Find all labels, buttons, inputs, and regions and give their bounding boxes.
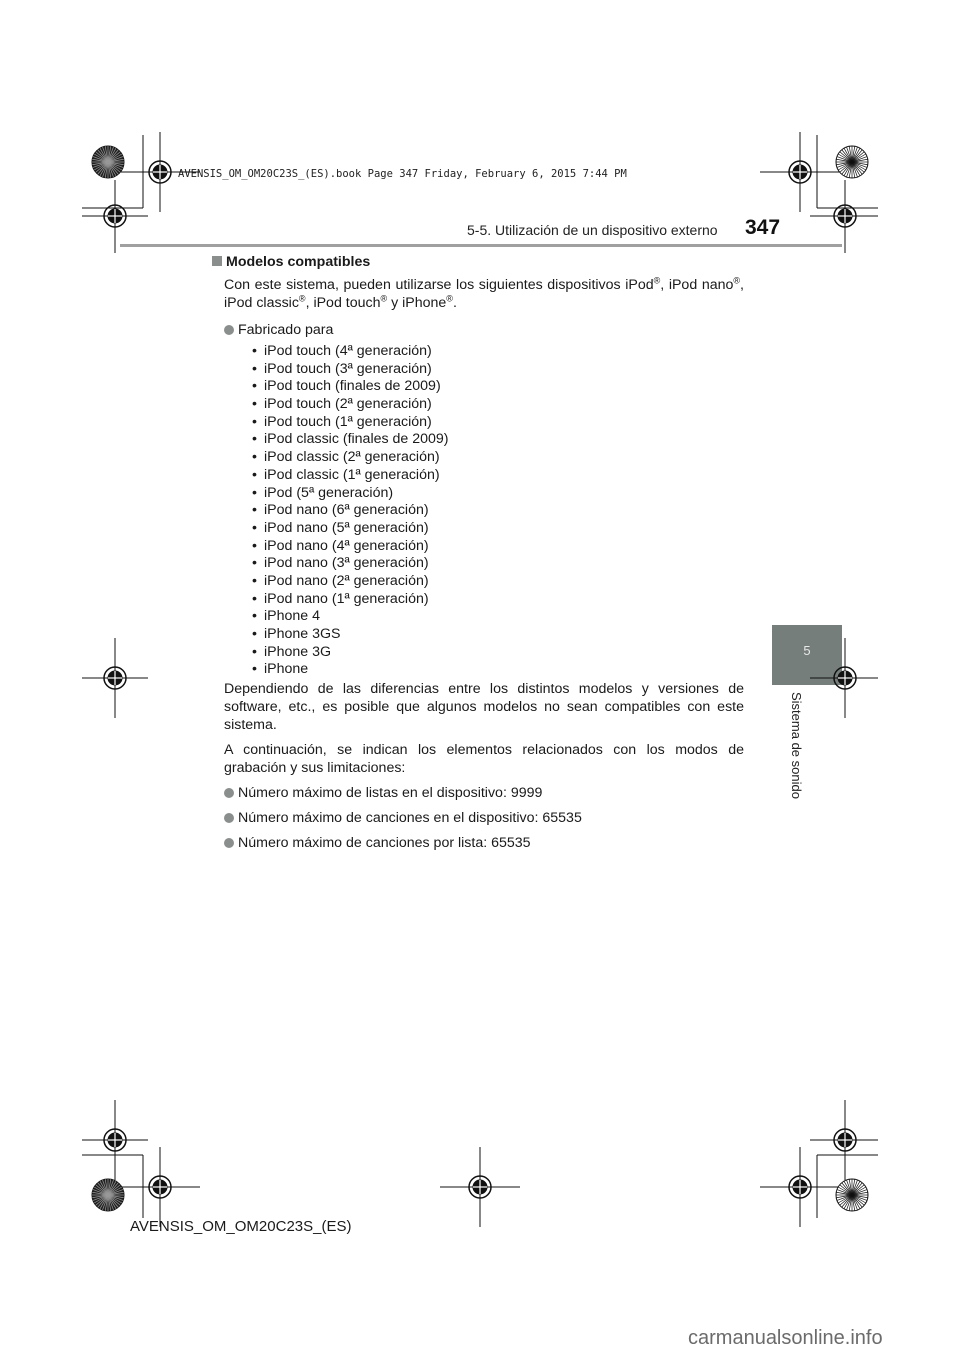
device-item: • iPod classic (finales de 2009) bbox=[252, 431, 744, 449]
device-item: • iPod touch (4ª generación) bbox=[252, 343, 744, 361]
device-item: • iPod nano (4ª generación) bbox=[252, 538, 744, 556]
section-heading: Modelos compatibles bbox=[212, 253, 744, 271]
device-item: • iPod touch (1ª generación) bbox=[252, 414, 744, 432]
starburst-target-icon bbox=[836, 1179, 868, 1211]
starburst-target-icon bbox=[836, 146, 868, 178]
watermark: carmanualsonline.info bbox=[688, 1327, 883, 1349]
device-item: • iPod nano (3ª generación) bbox=[252, 555, 744, 573]
device-item: • iPod nano (5ª generación) bbox=[252, 520, 744, 538]
print-info-line: AVENSIS_OM_OM20C23S_(ES).book Page 347 Friday, February 6, 2015 7:44 PM bbox=[178, 168, 627, 180]
limits-intro: A continuación, se indican los elementos relacionados con los modos de grabación y sus limitaciones: bbox=[224, 742, 744, 777]
device-item: • iPod touch (2ª generación) bbox=[252, 396, 744, 414]
device-item: • iPhone bbox=[252, 661, 744, 679]
compat-note: Dependiendo de las diferencias entre los distintos modelos y versiones de software, etc., es posible que algunos modelos no sean compatibles con este sistema. bbox=[224, 681, 744, 734]
limit-item: Número máximo de canciones en el dispositivo: 65535 bbox=[224, 809, 744, 827]
made-for-item: Fabricado para • iPod touch (4ª generación) • iPod touch (3ª generación) • iPod touch (finales de 2009) • iPod touch (2ª generación) • iPod touch (1ª generación) • iPod classic (finales de 2009) • iPod classic (2ª generación) • iPod classic (1ª generación) • iPod (5ª generación) • iPod nano (6ª generación) • iPod nano (5ª generación) • iPod nano (4ª generación) • iPod nano (3ª generación) • iPod nano (2ª generación) • iPod nano (1ª generación) • iPhone 4 • iPhone 3GS • iPhone 3G • iPhone bbox=[224, 321, 744, 679]
chapter-number: 5 bbox=[803, 643, 811, 658]
device-item: • iPod classic (2ª generación) bbox=[252, 449, 744, 467]
device-item: • iPod nano (6ª generación) bbox=[252, 502, 744, 520]
device-item: • iPod classic (1ª generación) bbox=[252, 467, 744, 485]
device-item: • iPhone 3G bbox=[252, 644, 744, 662]
starburst-target-icon bbox=[92, 1179, 124, 1211]
device-item: • iPod nano (1ª generación) bbox=[252, 591, 744, 609]
starburst-target-icon bbox=[92, 146, 124, 178]
device-item: • iPod (5ª generación) bbox=[252, 485, 744, 503]
device-item: • iPod nano (2ª generación) bbox=[252, 573, 744, 591]
device-item: • iPhone 4 bbox=[252, 608, 744, 626]
device-item: • iPod touch (3ª generación) bbox=[252, 361, 744, 379]
limit-item: Número máximo de listas en el dispositivo: 9999 bbox=[224, 784, 744, 802]
page-number: 347 bbox=[745, 216, 781, 239]
device-item: • iPod touch (finales de 2009) bbox=[252, 378, 744, 396]
doc-code: AVENSIS_OM_OM20C23S_(ES) bbox=[130, 1218, 352, 1235]
chapter-title: Sistema de sonido bbox=[789, 692, 804, 799]
limit-item: Número máximo de canciones por lista: 65535 bbox=[224, 834, 744, 852]
section-title: 5-5. Utilización de un dispositivo externo bbox=[467, 222, 718, 238]
device-item: • iPhone 3GS bbox=[252, 626, 744, 644]
intro-paragraph: Con este sistema, pueden utilizarse los siguientes dispositivos iPod®, iPod nano®, iPod classic®, iPod touch® y iPhone®. bbox=[224, 275, 744, 311]
